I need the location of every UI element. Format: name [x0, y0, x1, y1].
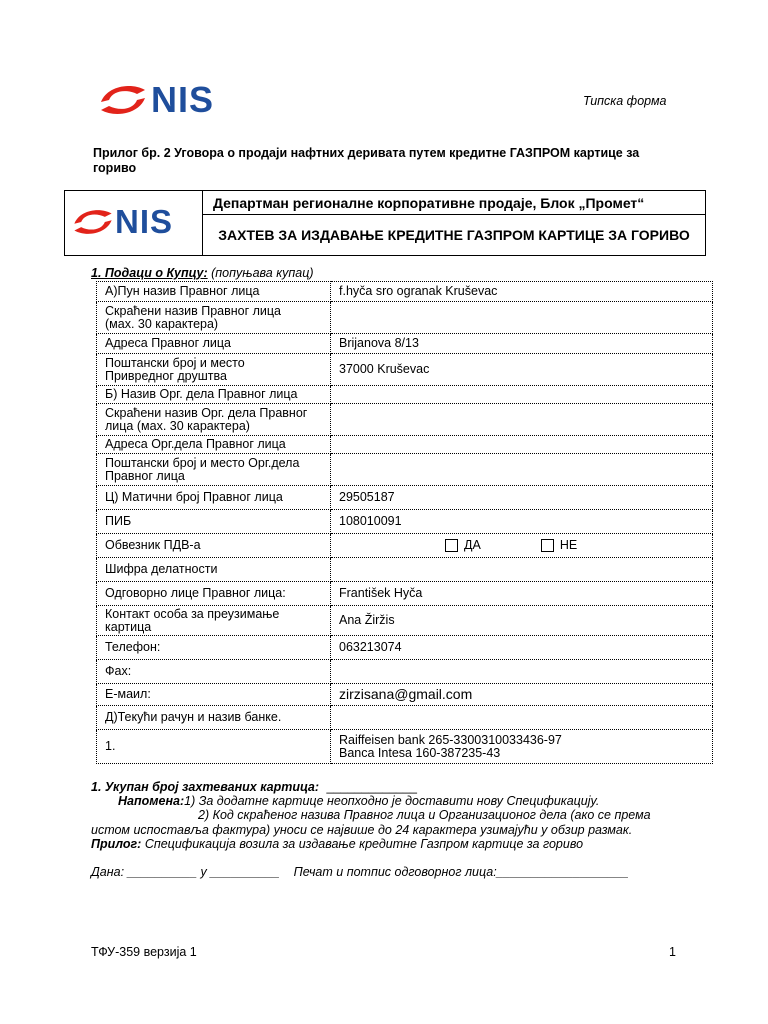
header-logo — [65, 191, 203, 255]
table-row — [97, 404, 713, 436]
row-value[interactable] — [331, 436, 713, 454]
section-1-title: 1. Подаци о Купцу: — [91, 266, 208, 280]
row-label: Фах: — [97, 660, 331, 684]
table-row — [97, 660, 713, 684]
vat-no-option[interactable] — [541, 539, 577, 552]
table-row — [97, 334, 713, 354]
nis-swirl-icon — [71, 205, 115, 239]
annex-text: Прилог бр. 2 Уговора о продаји нафтних деривата путем кредитне ГАЗПРОМ картице за гориво — [93, 146, 640, 175]
table-row — [97, 510, 713, 534]
table-row — [97, 534, 713, 558]
footer-form-code: ТФУ-359 верзија 1 — [91, 945, 197, 959]
note-2-text: 2) Код скраћеног назива Правног лица и Организационог дела (ако се према истом испоставља фактура) уноси се највише до 24 карактера узимајући у обзир размак. — [91, 808, 651, 837]
row-label: Телефон: — [97, 636, 331, 660]
header-logo-text: NIS — [115, 203, 174, 240]
table-row — [97, 582, 713, 606]
note-1: 1) За додатне картице неопходно је доставити нову Спецификацију. — [184, 794, 600, 809]
vat-yes-option[interactable] — [445, 539, 481, 552]
total-cards-line — [91, 780, 691, 794]
row-label: ПИБ — [97, 510, 331, 534]
note-1-line — [91, 794, 691, 808]
logo-text: NIS — [151, 79, 215, 120]
row-value[interactable] — [331, 454, 713, 486]
row-value[interactable] — [331, 558, 713, 582]
row-value[interactable] — [331, 706, 713, 730]
row-label: Одговорно лице Правног лица: — [97, 582, 331, 606]
row-label: Ц) Матични број Правног лица — [97, 486, 331, 510]
total-cards-label: 1. Укупан број захтеваних картица: — [91, 780, 320, 794]
vat-no-label: НЕ — [559, 538, 578, 552]
attachment-label: Прилог: — [91, 836, 142, 851]
row-value[interactable] — [331, 386, 713, 404]
note-label: Напомена: — [118, 794, 185, 809]
row-label: Поштански број и место Орг.дела Правног лица — [97, 454, 331, 486]
department-title: Департман регионалне корпоративне продаје, Блок „Промет“ — [203, 191, 705, 215]
table-row — [97, 606, 713, 636]
vat-options — [339, 539, 706, 552]
row-value[interactable] — [331, 534, 713, 558]
table-row — [97, 486, 713, 510]
row-label: Скраћени назив Правног лица (мах. 30 карактера) — [97, 302, 331, 334]
row-value[interactable]: f.hyča sro ogranak Kruševac — [331, 282, 713, 302]
row-label: Контакт особа за преузимање картица — [97, 606, 331, 636]
table-row — [97, 282, 713, 302]
row-value[interactable]: Raiffeisen bank 265-3300310033436-97 Banca Intesa 160-387235-43 — [331, 730, 713, 764]
row-value[interactable]: 063213074 — [331, 636, 713, 660]
row-value[interactable]: František Hyča — [331, 582, 713, 606]
form-type-label: Типска форма — [583, 94, 667, 108]
row-label: Д)Текући рачун и назив банке. — [97, 706, 331, 730]
row-value[interactable]: 29505187 — [331, 486, 713, 510]
notes-block — [91, 780, 691, 851]
nis-logo-top — [97, 80, 227, 120]
note-2 — [91, 808, 691, 836]
table-row — [97, 636, 713, 660]
table-row — [97, 436, 713, 454]
row-value[interactable]: Brijanova 8/13 — [331, 334, 713, 354]
table-row — [97, 354, 713, 386]
nis-swirl-icon — [97, 80, 149, 120]
table-row — [97, 302, 713, 334]
table-row — [97, 386, 713, 404]
table-row — [97, 684, 713, 706]
row-value[interactable]: zirzisana@gmail.com — [331, 684, 713, 706]
row-label: А)Пун назив Правног лица — [97, 282, 331, 302]
row-label: Адреса Правног лица — [97, 334, 331, 354]
row-label: Б) Назив Орг. дела Правног лица — [97, 386, 331, 404]
header-box — [64, 190, 706, 256]
row-label: Е-маил: — [97, 684, 331, 706]
row-value[interactable] — [331, 404, 713, 436]
row-label: 1. — [97, 730, 331, 764]
attachment-text: Спецификација возила за издавање кредитне Газпром картице за гориво — [144, 836, 584, 851]
row-label: Скраћени назив Орг. дела Правног лица (мах. 30 карактера) — [97, 404, 331, 436]
total-cards-blank[interactable]: _____________ — [326, 780, 417, 794]
table-row — [97, 558, 713, 582]
attachment-line — [91, 837, 691, 851]
vat-yes-label: ДА — [464, 538, 481, 552]
table-row — [97, 706, 713, 730]
row-label: Шифра делатности — [97, 558, 331, 582]
vat-yes-checkbox[interactable] — [445, 539, 458, 552]
section-1-heading — [91, 266, 314, 280]
customer-data-table — [96, 281, 713, 764]
row-label: Адреса Орг.дела Правног лица — [97, 436, 331, 454]
row-value[interactable]: Ana Žiržis — [331, 606, 713, 636]
row-value[interactable]: 108010091 — [331, 510, 713, 534]
form-title: ЗАХТЕВ ЗА ИЗДАВАЊЕ КРЕДИТНЕ ГАЗПРОМ КАРТИЦЕ ЗА ГОРИВО — [218, 227, 690, 243]
table-row — [97, 730, 713, 764]
footer-page-number: 1 — [669, 945, 676, 959]
row-label: Поштански број и место Привредног друштва — [97, 354, 331, 386]
section-1-note: (попуњава купац) — [211, 266, 314, 280]
row-label: Обвезник ПДВ-а — [97, 534, 331, 558]
vat-no-checkbox[interactable] — [541, 539, 554, 552]
row-value[interactable] — [331, 660, 713, 684]
table-row — [97, 454, 713, 486]
date-signature-line[interactable]: Дана: __________ у __________ Печат и потпис одговорног лица:___________________ — [91, 865, 629, 879]
row-value[interactable] — [331, 302, 713, 334]
row-value[interactable]: 37000 Kruševac — [331, 354, 713, 386]
